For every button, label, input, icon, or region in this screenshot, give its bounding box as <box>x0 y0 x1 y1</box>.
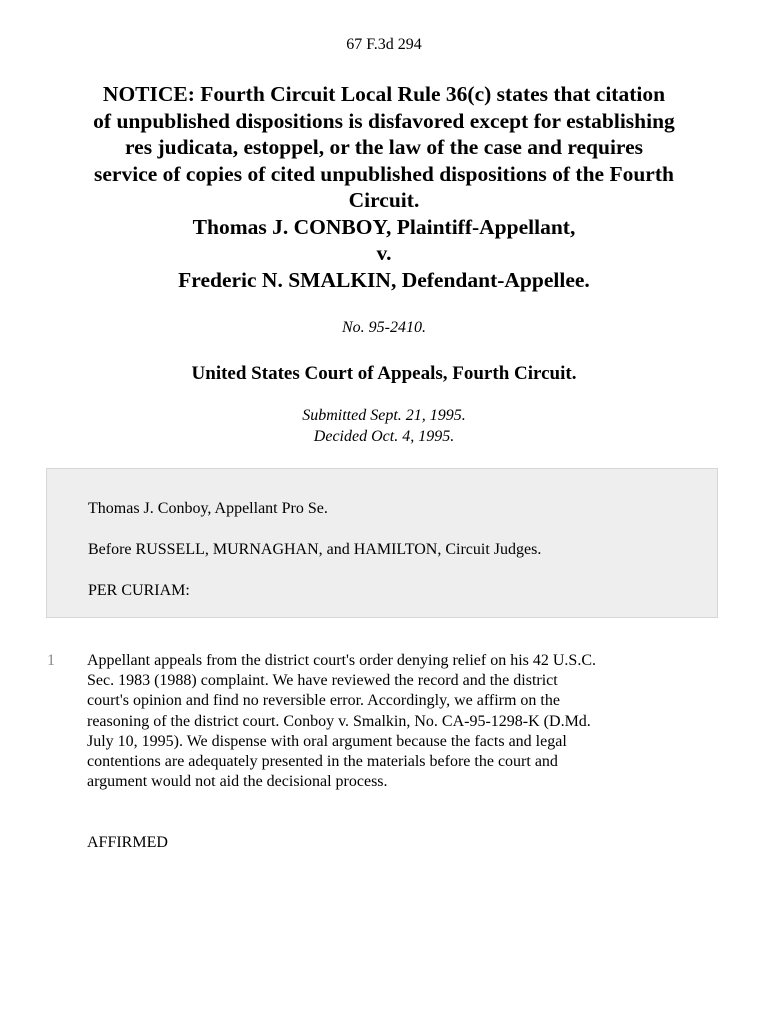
headnote-box <box>46 468 718 618</box>
disposition: AFFIRMED <box>87 834 168 851</box>
opinion-paragraph <box>87 651 727 792</box>
submitted-date: Submitted Sept. 21, 1995. <box>302 407 466 424</box>
notice-line: NOTICE: Fourth Circuit Local Rule 36(c) states that citation <box>102 82 666 106</box>
panel-line: Before RUSSELL, MURNAGHAN, and HAMILTON, Circuit Judges. <box>88 541 542 558</box>
case-caption <box>30 81 738 293</box>
court-name: United States Court of Appeals, Fourth Circuit. <box>191 363 577 384</box>
opinion-line: reasoning of the district court. Conboy v. Smalkin, No. CA-95-1298-K (D.Md. <box>87 712 591 730</box>
versus: v. <box>376 241 392 265</box>
case-dates <box>0 405 768 447</box>
per-curiam-line: PER CURIAM: <box>88 582 190 599</box>
plaintiff-party: Thomas J. CONBOY, Plaintiff-Appellant, <box>192 214 576 239</box>
counsel-line: Thomas J. Conboy, Appellant Pro Se. <box>88 500 328 517</box>
notice-line: Circuit. <box>348 188 420 212</box>
opinion-line: Sec. 1983 (1988) complaint. We have reviewed the record and the district <box>87 672 558 690</box>
opinion-line: argument would not aid the decisional process. <box>87 773 388 791</box>
notice-line: service of copies of cited unpublished dispositions of the Fourth <box>94 161 674 186</box>
docket-number: No. 95-2410. <box>342 319 426 336</box>
opinion-line: July 10, 1995). We dispense with oral argument because the facts and legal <box>87 732 567 750</box>
paragraph-number: 1 <box>47 652 55 669</box>
opinion-line: contentions are adequately presented in the materials before the court and <box>87 753 558 771</box>
case-citation: 67 F.3d 294 <box>346 36 422 53</box>
notice-line: of unpublished dispositions is disfavored except for establishing <box>93 108 675 133</box>
opinion-line: Appellant appeals from the district court's order denying relief on his 42 U.S.C. <box>87 652 596 669</box>
notice-line: res judicata, estoppel, or the law of the case and requires <box>125 135 643 159</box>
opinion-line: court's opinion and find no reversible error. Accordingly, we affirm on the <box>87 692 560 710</box>
decided-date: Decided Oct. 4, 1995. <box>313 428 455 445</box>
defendant-party: Frederic N. SMALKIN, Defendant-Appellee. <box>178 267 590 292</box>
